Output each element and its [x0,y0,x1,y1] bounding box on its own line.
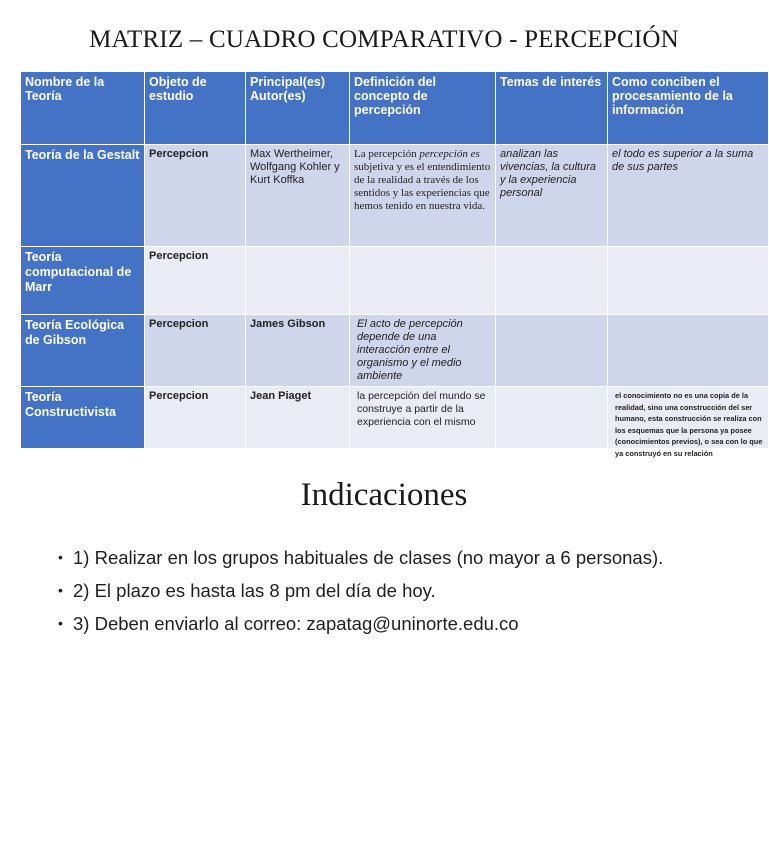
indicaciones-title: Indicaciones [300,477,468,513]
objeto-cell: Percepcion [145,315,246,387]
theory-name: Teoría computacional de Marr [21,247,145,315]
bullet-icon: • [58,582,63,598]
header-nombre: Nombre de la Teoría [21,72,145,145]
definicion-cell [350,247,496,315]
objeto-cell: Percepcion [145,387,246,449]
table-row [21,145,769,247]
list-item [58,579,663,602]
definicion-cell: El acto de percepción depende de una interacción entre el organismo y el medio ambiente [350,315,496,387]
temas-cell: analizan las vivencias, la cultura y la experiencia personal [496,145,608,247]
temas-cell [496,247,608,315]
procesamiento-cell [608,387,769,458]
list-item [58,612,663,635]
theory-name: Teoría Constructivista [21,387,145,449]
objeto-cell: Percepcion [145,247,246,315]
autores-cell: Jean Piaget [246,387,350,449]
bullet-icon: • [58,615,63,631]
table-header-row [21,72,769,145]
objeto-cell: Percepcion [145,145,246,247]
list-item-text: 3) Deben enviarlo al correo: zapatag@uninorte.edu.co [73,613,519,634]
definicion-italic: percepción es [419,148,480,160]
table-row [21,387,769,449]
header-objeto: Objeto de estudio [145,72,246,145]
autores-cell: Max Wertheimer, Wolfgang Kohler y Kurt Koffka [246,145,350,247]
list-item [58,546,663,569]
procesamiento-cell [608,315,769,387]
autores-cell: James Gibson [246,315,350,387]
procesamiento-cell [608,247,769,315]
comparison-table [20,71,769,458]
header-autores: Principal(es) Autor(es) [246,72,350,145]
theory-name: Teoría de la Gestalt [21,145,145,247]
header-procesamiento: Como conciben el procesamiento de la información [608,72,769,145]
temas-cell [496,315,608,387]
theory-name: Teoría Ecológica de Gibson [21,315,145,387]
indicaciones-list [58,546,663,645]
definicion-cell [350,145,496,247]
definicion-post: subjetiva y es el entendimiento de la realidad a través de los sentidos y las experiencias que hemos tenido en nuestra vida. [354,161,491,212]
procesamiento-text: el conocimiento no es una copia de la realidad, sino una construcción del ser humano, esta construcción se realiza con los esquemas que la persona ya posee (conocimientos previos), o sea con lo que ya construyó en su relación [615,391,763,458]
definicion-pre: La percepción [354,148,420,160]
list-item-text: 1) Realizar en los grupos habituales de clases (no mayor a 6 personas). [73,547,664,568]
header-definicion: Definición del concepto de percepción [350,72,496,145]
table-row [21,247,769,315]
table-row [21,315,769,387]
procesamiento-cell: el todo es superior a la suma de sus partes [608,145,769,247]
temas-cell [496,387,608,449]
header-temas: Temas de interés [496,72,608,145]
page-title: MATRIZ – CUADRO COMPARATIVO - PERCEPCIÓN [89,26,679,53]
list-item-text: 2) El plazo es hasta las 8 pm del día de hoy. [73,580,436,601]
definicion-cell: la percepción del mundo se construye a partir de la experiencia con el mismo [350,387,496,449]
bullet-icon: • [58,549,63,565]
autores-cell [246,247,350,315]
